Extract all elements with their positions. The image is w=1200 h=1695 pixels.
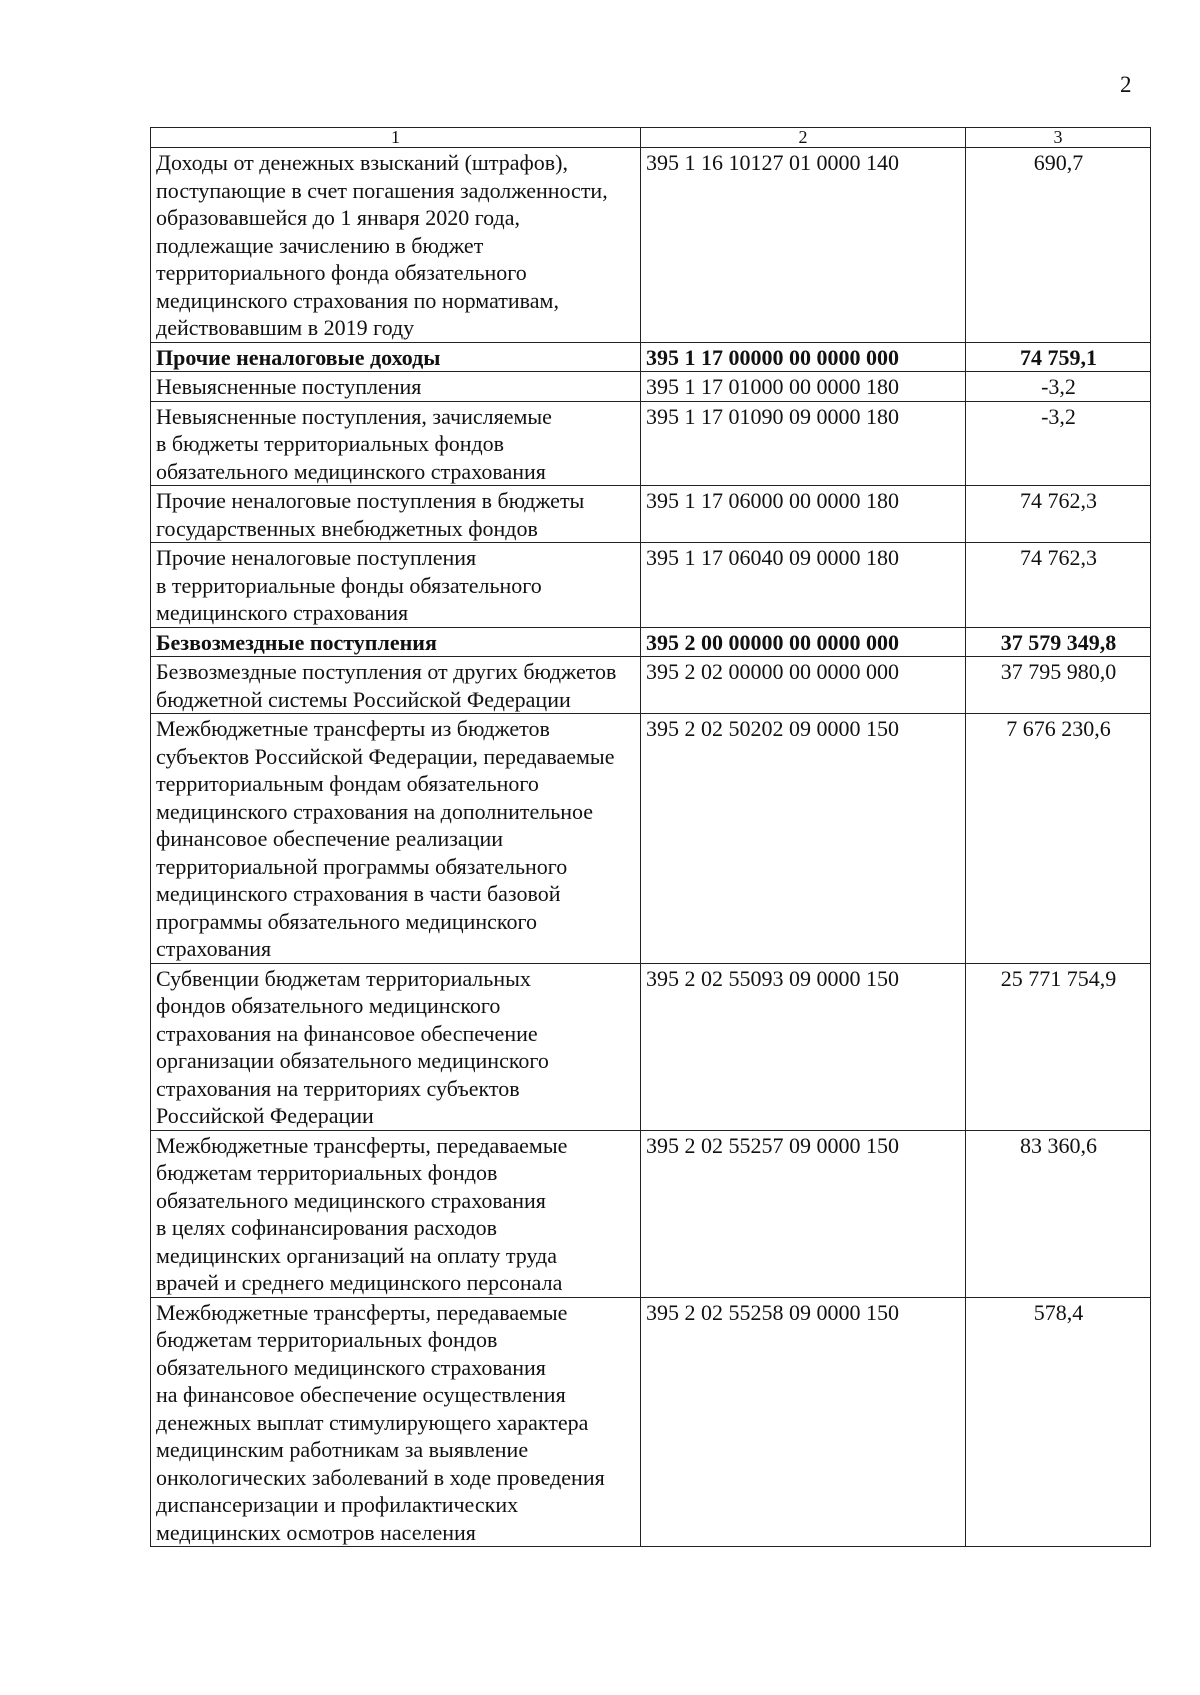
revenue-name: Прочие неналоговые поступления в территориальные фонды обязательного медицинского страхования bbox=[151, 543, 641, 628]
column-header-2: 2 bbox=[641, 128, 966, 148]
amount: 83 360,6 bbox=[966, 1130, 1151, 1297]
budget-code: 395 1 17 01090 09 0000 180 bbox=[641, 401, 966, 486]
budget-code: 395 2 02 00000 00 0000 000 bbox=[641, 657, 966, 714]
amount: -3,2 bbox=[966, 372, 1151, 402]
revenue-name: Субвенции бюджетам территориальных фондов обязательного медицинского страхования на финансовое обеспечение организации обязательного медицинского страхования на территориях субъектов Российской Федерации bbox=[151, 963, 641, 1130]
revenue-name: Невыясненные поступления bbox=[151, 372, 641, 402]
revenue-name: Прочие неналоговые доходы bbox=[151, 342, 641, 372]
table-row bbox=[151, 543, 1151, 628]
revenue-name: Невыясненные поступления, зачисляемые в бюджеты территориальных фондов обязательного медицинского страхования bbox=[151, 401, 641, 486]
amount: 74 762,3 bbox=[966, 486, 1151, 543]
revenue-name: Межбюджетные трансферты, передаваемые бюджетам территориальных фондов обязательного медицинского страхования в целях софинансирования расходов медицинских организаций на оплату труда врачей и среднего медицинского персонала bbox=[151, 1130, 641, 1297]
column-header-1: 1 bbox=[151, 128, 641, 148]
amount: 578,4 bbox=[966, 1297, 1151, 1547]
page-number: 2 bbox=[1120, 72, 1132, 97]
table-row bbox=[151, 401, 1151, 486]
table-row bbox=[151, 486, 1151, 543]
table-row bbox=[151, 1130, 1151, 1297]
budget-code: 395 2 02 55257 09 0000 150 bbox=[641, 1130, 966, 1297]
amount: 37 795 980,0 bbox=[966, 657, 1151, 714]
amount: 690,7 bbox=[966, 148, 1151, 343]
table-row bbox=[151, 342, 1151, 372]
revenue-name: Межбюджетные трансферты, передаваемые бюджетам территориальных фондов обязательного медицинского страхования на финансовое обеспечение осуществления денежных выплат стимулирующего характера медицинским работникам за выявление онкологических заболеваний в ходе проведения диспансеризации и профилактических медицинских осмотров населения bbox=[151, 1297, 641, 1547]
budget-code: 395 2 02 50202 09 0000 150 bbox=[641, 714, 966, 964]
revenue-name: Прочие неналоговые поступления в бюджеты государственных внебюджетных фондов bbox=[151, 486, 641, 543]
table-row bbox=[151, 627, 1151, 657]
budget-revenue-table bbox=[150, 127, 1151, 1547]
budget-code: 395 1 17 00000 00 0000 000 bbox=[641, 342, 966, 372]
amount: 74 762,3 bbox=[966, 543, 1151, 628]
amount: 74 759,1 bbox=[966, 342, 1151, 372]
revenue-name: Безвозмездные поступления bbox=[151, 627, 641, 657]
budget-code: 395 2 02 55093 09 0000 150 bbox=[641, 963, 966, 1130]
revenue-name: Межбюджетные трансферты из бюджетов субъектов Российской Федерации, передаваемые территориальным фондам обязательного медицинского страхования на дополнительное финансовое обеспечение реализации территориальной программы обязательного медицинского страхования в части базовой программы обязательного медицинского страхования bbox=[151, 714, 641, 964]
table-row bbox=[151, 1297, 1151, 1547]
budget-code: 395 1 17 01000 00 0000 180 bbox=[641, 372, 966, 402]
budget-code: 395 2 02 55258 09 0000 150 bbox=[641, 1297, 966, 1547]
amount: 25 771 754,9 bbox=[966, 963, 1151, 1130]
table-row bbox=[151, 657, 1151, 714]
table-row bbox=[151, 372, 1151, 402]
amount: -3,2 bbox=[966, 401, 1151, 486]
revenue-name: Безвозмездные поступления от других бюджетов бюджетной системы Российской Федерации bbox=[151, 657, 641, 714]
budget-code: 395 1 17 06040 09 0000 180 bbox=[641, 543, 966, 628]
column-header-3: 3 bbox=[966, 128, 1151, 148]
revenue-name: Доходы от денежных взысканий (штрафов), поступающие в счет погашения задолженности, образовавшейся до 1 января 2020 года, подлежащие зачислению в бюджет территориального фонда обязательного медицинского страхования по нормативам, действовавшим в 2019 году bbox=[151, 148, 641, 343]
table-row bbox=[151, 714, 1151, 964]
budget-code: 395 1 16 10127 01 0000 140 bbox=[641, 148, 966, 343]
amount: 37 579 349,8 bbox=[966, 627, 1151, 657]
table-row bbox=[151, 963, 1151, 1130]
budget-code: 395 2 00 00000 00 0000 000 bbox=[641, 627, 966, 657]
table-row bbox=[151, 148, 1151, 343]
amount: 7 676 230,6 bbox=[966, 714, 1151, 964]
budget-code: 395 1 17 06000 00 0000 180 bbox=[641, 486, 966, 543]
table-header-row bbox=[151, 128, 1151, 148]
